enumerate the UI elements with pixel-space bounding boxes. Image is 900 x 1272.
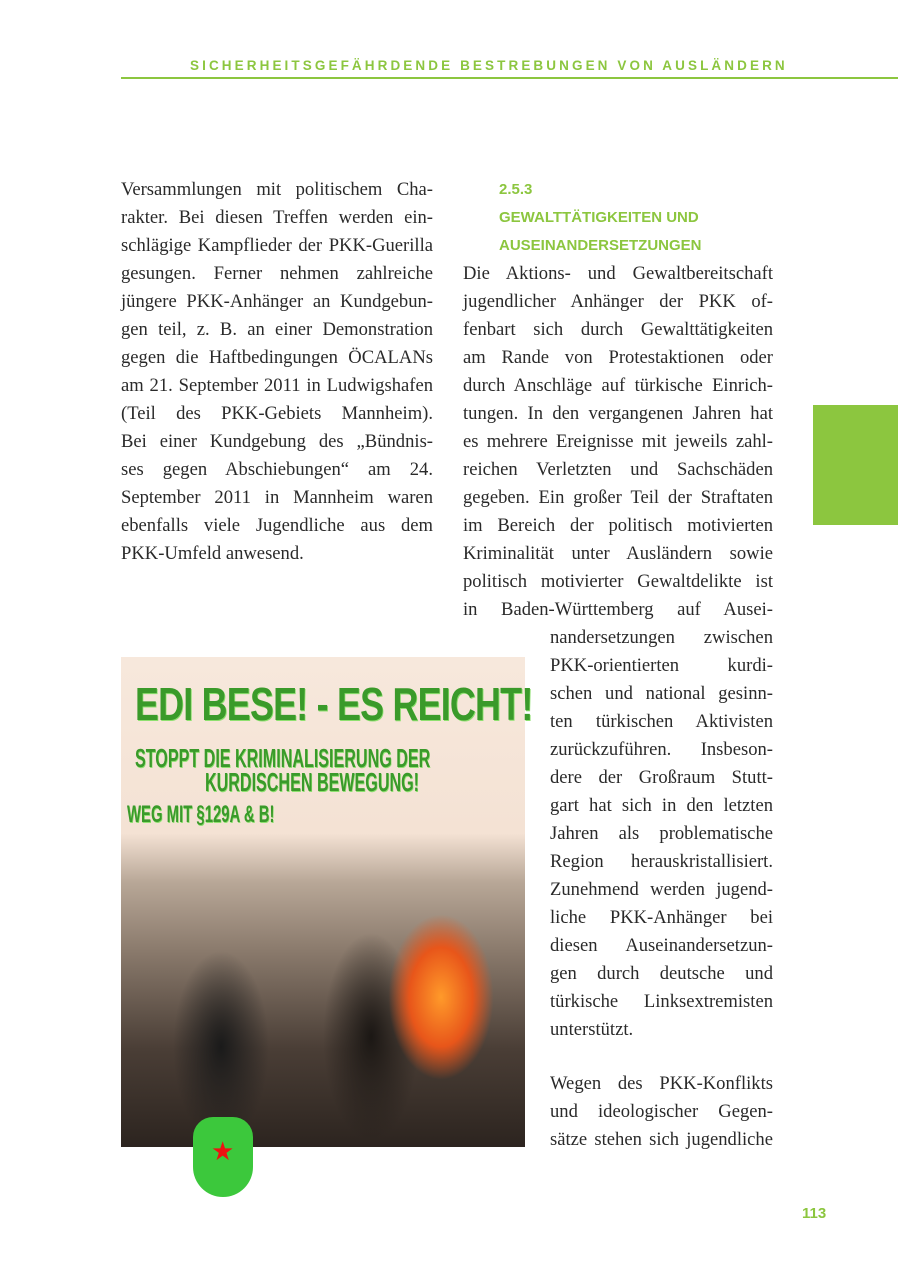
poster-slogan-3: KURDISCHEN BEWEGUNG! <box>205 767 420 797</box>
poster-slogan-2: STOPPT DIE KRIMINALISIERUNG DER <box>135 743 431 773</box>
text-line: schlägige Kampflieder der PKK-Guerilla <box>121 235 433 256</box>
section-title-line1: GEWALTTÄTIGKEITEN UND <box>499 209 699 226</box>
text-line: fenbart sich durch Gewalttätigkeiten <box>463 319 773 340</box>
text-line: Jahren als problematische <box>550 823 773 844</box>
running-header: SICHERHEITSGEFÄHRDENDE BESTREBUNGEN VON AUSLÄNDERN <box>190 58 788 73</box>
text-line: PKK-orientierten kurdi- <box>550 655 773 676</box>
text-line: liche PKK-Anhänger bei <box>550 907 773 928</box>
text-line: türkische Linksextremisten <box>550 991 773 1012</box>
header-rule <box>121 77 898 79</box>
text-line: am Rande von Protestaktionen oder <box>463 347 773 368</box>
text-line: Bei einer Kundgebung des „Bündnis- <box>121 431 433 452</box>
text-line: gegen die Haftbedingungen ÖCALANs <box>121 347 433 368</box>
text-line: Versammlungen mit politischem Cha- <box>121 179 433 200</box>
right-column-wide <box>463 260 773 624</box>
text-line: politisch motivierter Gewaltdelikte ist <box>463 571 773 592</box>
text-line: gart hat sich in den letzten <box>550 795 773 816</box>
text-line: ebenfalls viele Jugendliche aus dem <box>121 515 433 536</box>
text-line: Zunehmend werden jugend- <box>550 879 773 900</box>
protest-photo <box>121 847 525 1166</box>
section-title-line2: AUSEINANDERSETZUNGEN <box>499 237 702 254</box>
text-line: rakter. Bei diesen Treffen werden ein- <box>121 207 433 228</box>
section-number: 2.5.3 <box>499 181 533 198</box>
text-line: jugendlicher Anhänger der PKK of- <box>463 291 773 312</box>
protest-poster-image <box>121 657 533 1166</box>
text-line: September 2011 in Mannheim waren <box>121 487 433 508</box>
text-line: gegeben. Ein großer Teil der Straftaten <box>463 487 773 508</box>
text-line: nandersetzungen zwischen <box>550 627 773 648</box>
right-column-narrow <box>550 624 773 1044</box>
text-line: Die Aktions- und Gewaltbereitschaft <box>463 263 773 284</box>
text-line: Kriminalität unter Ausländern sowie <box>463 543 773 564</box>
text-line: im Bereich der politisch motivierten <box>463 515 773 536</box>
star-icon: ★ <box>211 1137 235 1166</box>
chapter-tab <box>813 405 898 525</box>
page-number: 113 <box>802 1205 827 1222</box>
text-line: gen teil, z. B. an einer Demonstration <box>121 319 433 340</box>
poster-slogan-4: WEG MIT §129A & B! <box>127 801 275 828</box>
text-line: dere der Großraum Stutt- <box>550 767 773 788</box>
text-line: Region herauskristallisiert. <box>550 851 773 872</box>
text-line: ten türkischen Aktivisten <box>550 711 773 732</box>
text-line: gesungen. Ferner nehmen zahlreiche <box>121 263 433 284</box>
text-line: durch Anschläge auf türkische Einrich- <box>463 375 773 396</box>
text-line: zurückzuführen. Insbeson- <box>550 739 773 760</box>
text-line: diesen Auseinandersetzun- <box>550 935 773 956</box>
text-line: tungen. In den vergangenen Jahren hat <box>463 403 773 424</box>
left-column <box>121 176 433 568</box>
text-line: jüngere PKK-Anhänger an Kundgebun- <box>121 291 433 312</box>
text-line: in Baden-Württemberg auf Ausei- <box>463 599 773 620</box>
text-line: unterstützt. <box>550 1019 634 1040</box>
text-line: schen und national gesinn- <box>550 683 773 704</box>
text-line: (Teil des PKK-Gebiets Mannheim). <box>121 403 433 424</box>
poster-slogan-1: EDI BESE! - ES REICHT! <box>135 678 533 730</box>
right-column-paragraph2 <box>550 1070 773 1154</box>
text-line: Wegen des PKK-Konflikts <box>550 1073 773 1094</box>
text-line: und ideologischer Gegen- <box>550 1101 773 1122</box>
text-line: es mehrere Ereignisse mit jeweils zahl- <box>463 431 773 452</box>
text-line: PKK-Umfeld anwesend. <box>121 543 304 564</box>
text-line: am 21. September 2011 in Ludwigshafen <box>121 375 433 396</box>
text-line: reichen Verletzten und Sachschäden <box>463 459 773 480</box>
text-line: sätze stehen sich jugendliche <box>550 1129 773 1150</box>
text-line: ses gegen Abschiebungen“ am 24. <box>121 459 433 480</box>
text-line: gen durch deutsche und <box>550 963 773 984</box>
